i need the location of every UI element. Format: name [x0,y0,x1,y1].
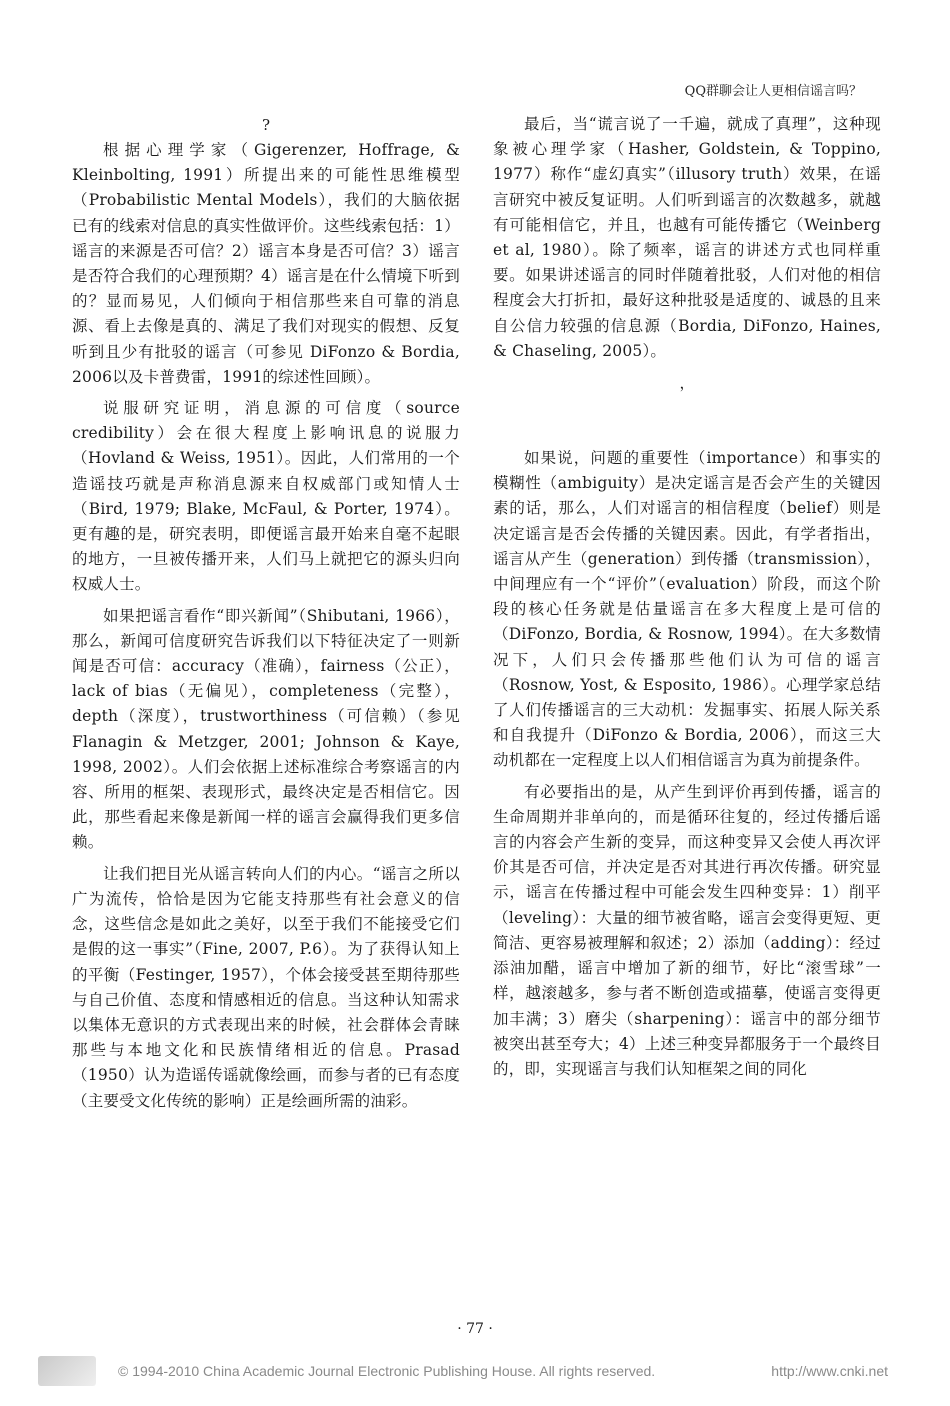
paragraph: 最后，当“谎言说了一千遍，就成了真理”，这种现象被心理学家（Hasher, Goldstein, & Toppino, 1977）称作“虚幻真实”（illusory truth）效果，在谣言研究中被反复证明。人们听到谣言的次数越多，就越有可能相信它，并且，也越有可能传播它（Weinberg et al, 1980）。除了频率，谣言的讲述方式也同样重要。如果讲述谣言的同时伴随着批驳，人们对他的相信程度会大打折扣，最好这种批驳是适度的、诚恳的且来自公信力较强的信息源（Bordia, DiFonzo, Haines, & Chaseling, 2005）。 [493,115,881,360]
paragraph: 如果把谣言看作“即兴新闻”（Shibutani, 1966），那么，新闻可信度研究告诉我们以下特征决定了一则新闻是否可信：accuracy（准确），fairness（公正），lack of bias（无偏见），completeness（完整），depth（深度），trustworthiness（可信赖）（参见 Flanagin & Metzger, 2001; Johnson & Kaye, 1998, 2002）。人们会依据上述标准综合考察谣言的内容、所用的框架、表现形式，最终决定是否相信它。因此，那些看起来像是新闻一样的谣言会赢得我们更多信赖。 [72,606,460,852]
page-number: · 77 · [457,1321,493,1337]
section-marker-right: ， [679,374,695,393]
section-marker-left: ? [261,116,271,134]
running-header: QQ群聊会让人更相信谣言吗？ [684,84,862,99]
cnki-logo-icon [38,1356,96,1386]
section-gap [493,396,881,446]
left-column [72,112,460,1120]
paragraph: 根据心理学家（Gigerenzer, Hoffrage, & Kleinbolting, 1991）所提出来的可能性思维模型（Probabilistic Mental Models），我们的大脑依据已有的线索对信息的真实性做评价。这些线索包括：1）谣言的来源是否可信？2）谣言本身是否可信？3）谣言是否符合我们的心理预期？4）谣言是在什么情境下听到的？显而易见，人们倾向于相信那些来自可靠的消息源、看上去像是真的、满足了我们对现实的假想、反复听到且少有批驳的谣言（可参见 DiFonzo & Bordia, 2006以及卡普费雷，1991的综述性回顾）。 [72,141,460,386]
paragraph: 如果说，问题的重要性（importance）和事实的模糊性（ambiguity）是决定谣言是否会产生的关键因素的话，那么，人们对谣言的相信程度（belief）则是决定谣言是否会传播的关键因素。因此，有学者指出，谣言从产生（generation）到传播（transmission），中间理应有一个“评价”（evaluation）阶段，而这个阶段的核心任务就是估量谣言在多大程度上是可信的（DiFonzo, Bordia, & Rosnow, 1994）。在大多数情况下，人们只会传播那些他们认为可信的谣言（Rosnow, Yost, & Esposito, 1986）。心理学家总结了人们传播谣言的三大动机：发掘事实、拓展人际关系和自我提升（DiFonzo & Bordia, 2006），而这三大动机都在一定程度上以人们相信谣言为真为前提条件。 [493,449,881,770]
paragraph: 说服研究证明，消息源的可信度（source credibility）会在很大程度上影响讯息的说服力（Hovland & Weiss, 1951）。因此，人们常用的一个造谣技巧就是声称消息源来自权威部门或知情人士（Bird, 1979; Blake, McFaul, & Porter, 1974）。更有趣的是，研究表明，即便谣言最开始来自毫不起眼的地方，一旦被传播开来，人们马上就把它的源头归向权威人士。 [72,399,460,594]
footer [38,1353,888,1389]
site-link[interactable]: http://www.cnki.net [771,1363,888,1379]
right-column [493,112,881,1088]
copyright-notice: © 1994-2010 China Academic Journal Electronic Publishing House. All rights reserved. [118,1363,656,1379]
paragraph: 有必要指出的是，从产生到评价再到传播，谣言的生命周期并非单向的，而是循环往复的，经过传播后谣言的内容会产生新的变异，而这种变异又会使人再次评价其是否可信，并决定是否对其进行再次传播。研究显示，谣言在传播过程中可能会发生四种变异：1）削平（leveling）：大量的细节被省略，谣言会变得更短、更简洁、更容易被理解和叙述；2）添加（adding）：经过添油加醋，谣言中增加了新的细节，好比“滚雪球”一样，越滚越多，参与者不断创造或描摹，使谣言变得更加丰满；3）磨尖（sharpening）：谣言中的部分细节被突出甚至夸大；4）上述三种变异都服务于一个最终目的，即，实现谣言与我们认知框架之间的同化 [493,782,881,1078]
paragraph: 让我们把目光从谣言转向人们的内心。“谣言之所以广为流传，恰恰是因为它能支持那些有社会意义的信念，这些信念是如此之美好，以至于我们不能接受它们是假的这一事实”（Fine, 2007, P.6）。为了获得认知上的平衡（Festinger, 1957），个体会接受甚至期待那些与自己价值、态度和情感相近的信息。当这种认知需求以集体无意识的方式表现出来的时候，社会群体会青睐那些与本地文化和民族情绪相近的信息。Prasad（1950）认为造谣传谣就像绘画，而参与者的已有态度（主要受文化传统的影响）正是绘画所需的油彩。 [72,864,460,1110]
